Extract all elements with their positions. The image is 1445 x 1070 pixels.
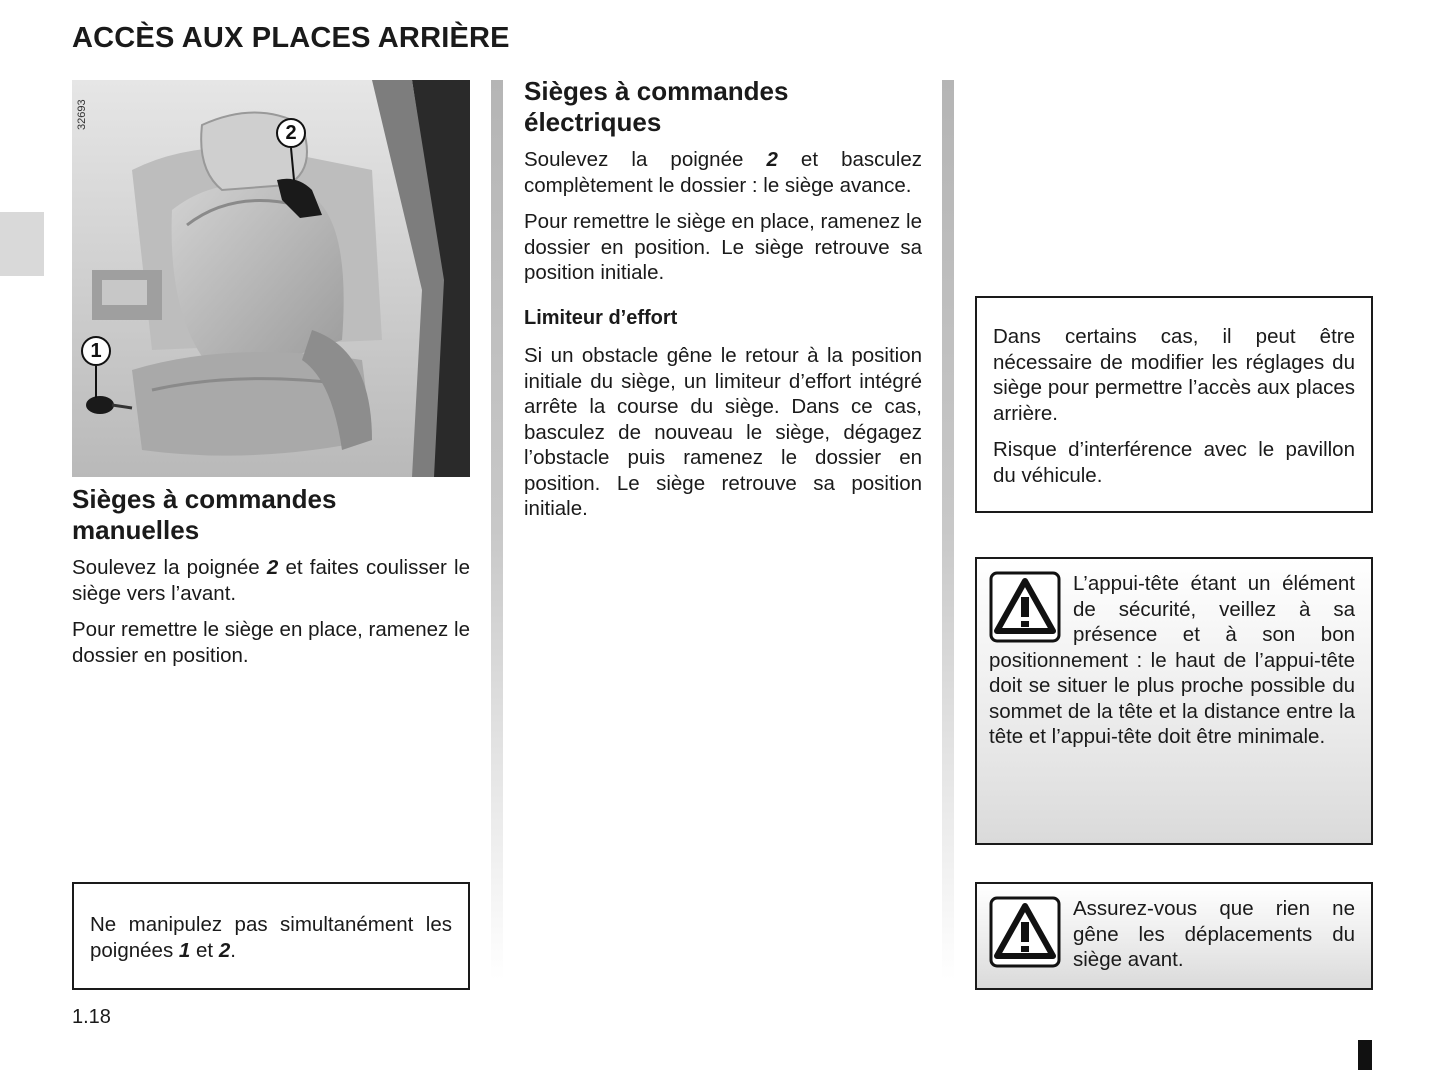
- electric-seats-paragraph-2: Pour remettre le siège en place, ramenez le dossier en position. Le siège retrouve sa position initiale.: [524, 210, 922, 284]
- warning-triangle-icon: [989, 571, 1061, 643]
- corner-mark: [1358, 1040, 1372, 1070]
- callout-1: 1: [81, 336, 111, 366]
- electric-seats-heading: Sièges à commandes électriques: [524, 76, 789, 137]
- chapter-tab: [0, 212, 44, 276]
- force-limiter-heading: Limiteur d’effort: [524, 307, 678, 329]
- manual-seats-paragraph-1: Soulevez la poignée 2 et faites coulisser le siège vers l’avant.: [72, 556, 470, 605]
- column-divider-2: [942, 80, 954, 980]
- seat-movement-warning-text: Assurez-vous que rien ne gêne les déplacements du siège avant.: [1073, 897, 1355, 971]
- note-box: [72, 882, 470, 990]
- seat-photo: [72, 80, 470, 477]
- info-paragraph-1: Dans certains cas, il peut être nécessaire de modifier les réglages du siège pour permettre l’accès aux places arrière.: [993, 325, 1355, 425]
- force-limiter-text: Si un obstacle gêne le retour à la position initiale du siège, un limiteur d’effort intégré arrête la course du siège. Dans ce cas, basculez de nouveau le siège, dégagez l’obstacle puis ramenez le dossier en position. Le siège retrouve sa position initiale.: [524, 344, 922, 520]
- seat-illustration: [72, 80, 470, 477]
- page-title: ACCÈS AUX PLACES ARRIÈRE: [72, 22, 510, 54]
- electric-seats-paragraph-1: Soulevez la poignée 2 et basculez complètement le dossier : le siège avance.: [524, 148, 922, 197]
- info-box: [975, 296, 1373, 513]
- warning-triangle-icon: [989, 896, 1061, 968]
- headrest-warning-text: L’appui-tête étant un élément de sécurité, veillez à sa présence et à son bon positionnement : le haut de l’appui-tête doit se situer le plus proche possible du sommet de la tête et la distance entre la tête et l’appui-tête doit être minimale.: [989, 572, 1355, 748]
- info-paragraph-2: Risque d’interférence avec le pavillon du véhicule.: [993, 438, 1355, 487]
- page-number: 1.18: [72, 1006, 111, 1028]
- manual-seats-paragraph-2: Pour remettre le siège en place, ramenez le dossier en position.: [72, 618, 470, 667]
- column-divider-1: [491, 80, 503, 980]
- note-text: Ne manipulez pas simultanément les poignées 1 et 2.: [90, 913, 452, 962]
- headrest-warning-box: [975, 557, 1373, 845]
- callout-2: 2: [276, 118, 306, 148]
- manual-seats-heading: Sièges à commandes manuelles: [72, 484, 337, 545]
- figure-reference: 32693: [76, 99, 88, 130]
- seat-movement-warning-box: [975, 882, 1373, 990]
